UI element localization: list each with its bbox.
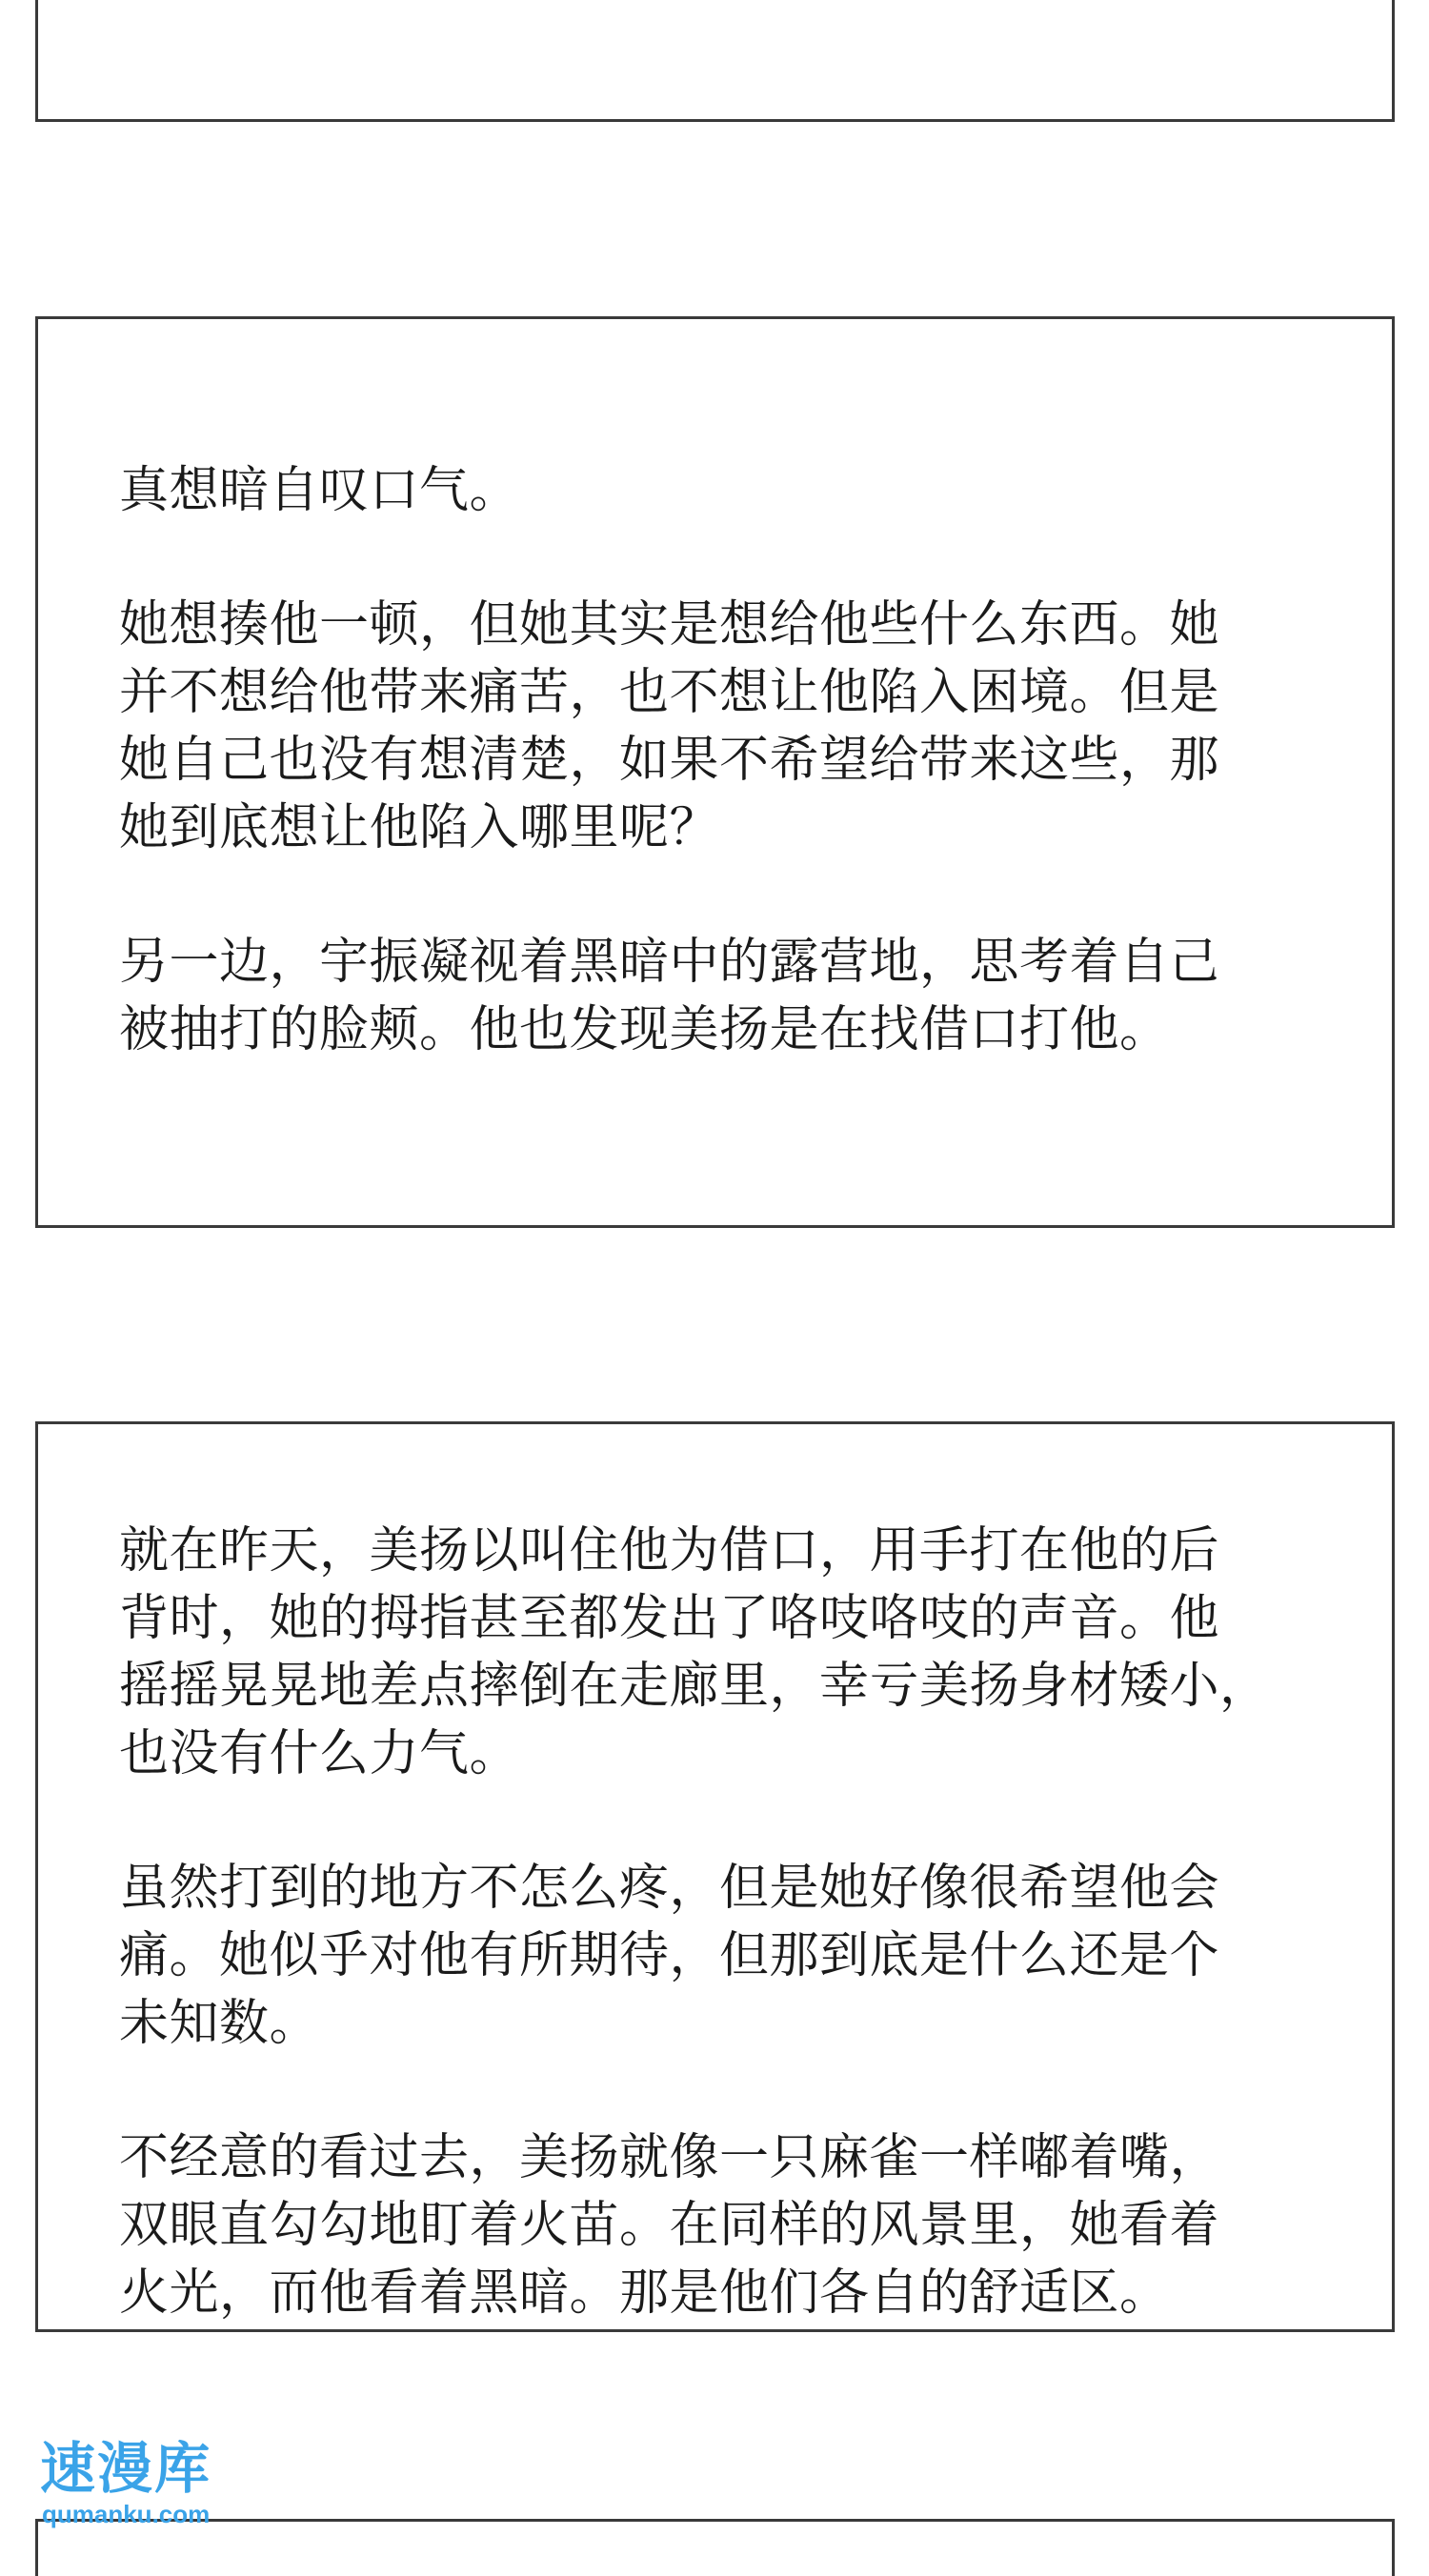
panel-1-text [119, 457, 1386, 1064]
text-panel-2 [35, 1421, 1395, 2332]
panel-2-text [119, 1518, 1386, 2327]
paragraph: 虽然打到的地方不怎么疼，但是她好像很希望他会 痛。她似乎对他有所期待，但那到底是什么还是个 未知数。 [119, 1860, 1220, 2052]
paragraph: 她想揍他一顿，但她其实是想给他些什么东西。她 并不想给他带来痛苦，也不想让他陷入困境。但是 她自己也没有想清楚，如果不希望给带来这些，那 她到底想让他陷入哪里呢？ [119, 596, 1220, 856]
panel-top-partial [35, 0, 1395, 122]
paragraph: 另一边，宇振凝视着黑暗中的露营地，思考着自己 被抽打的脸颊。他也发现美扬是在找借口打他。 [119, 934, 1220, 1058]
paragraph: 真想暗自叹口气。 [119, 462, 520, 519]
watermark-url: qumanku.com [42, 2500, 211, 2528]
paragraph: 不经意的看过去，美扬就像一只麻雀一样嘟着嘴， 双眼直勾勾地盯着火苗。在同样的风景里，她看着 火光，而他看着黑暗。那是他们各自的舒适区。 [119, 2129, 1220, 2322]
text-panel-1 [35, 316, 1395, 1228]
watermark-title: 速漫库 [40, 2436, 212, 2501]
paragraph: 就在昨天，美扬以叫住他为借口，用手打在他的后 背时，她的拇指甚至都发出了咯吱咯吱的声音。他 摇摇晃晃地差点摔倒在走廊里，幸亏美扬身材矮小， 也没有什么力气。 [119, 1522, 1270, 1782]
site-watermark-logo [40, 2437, 269, 2532]
